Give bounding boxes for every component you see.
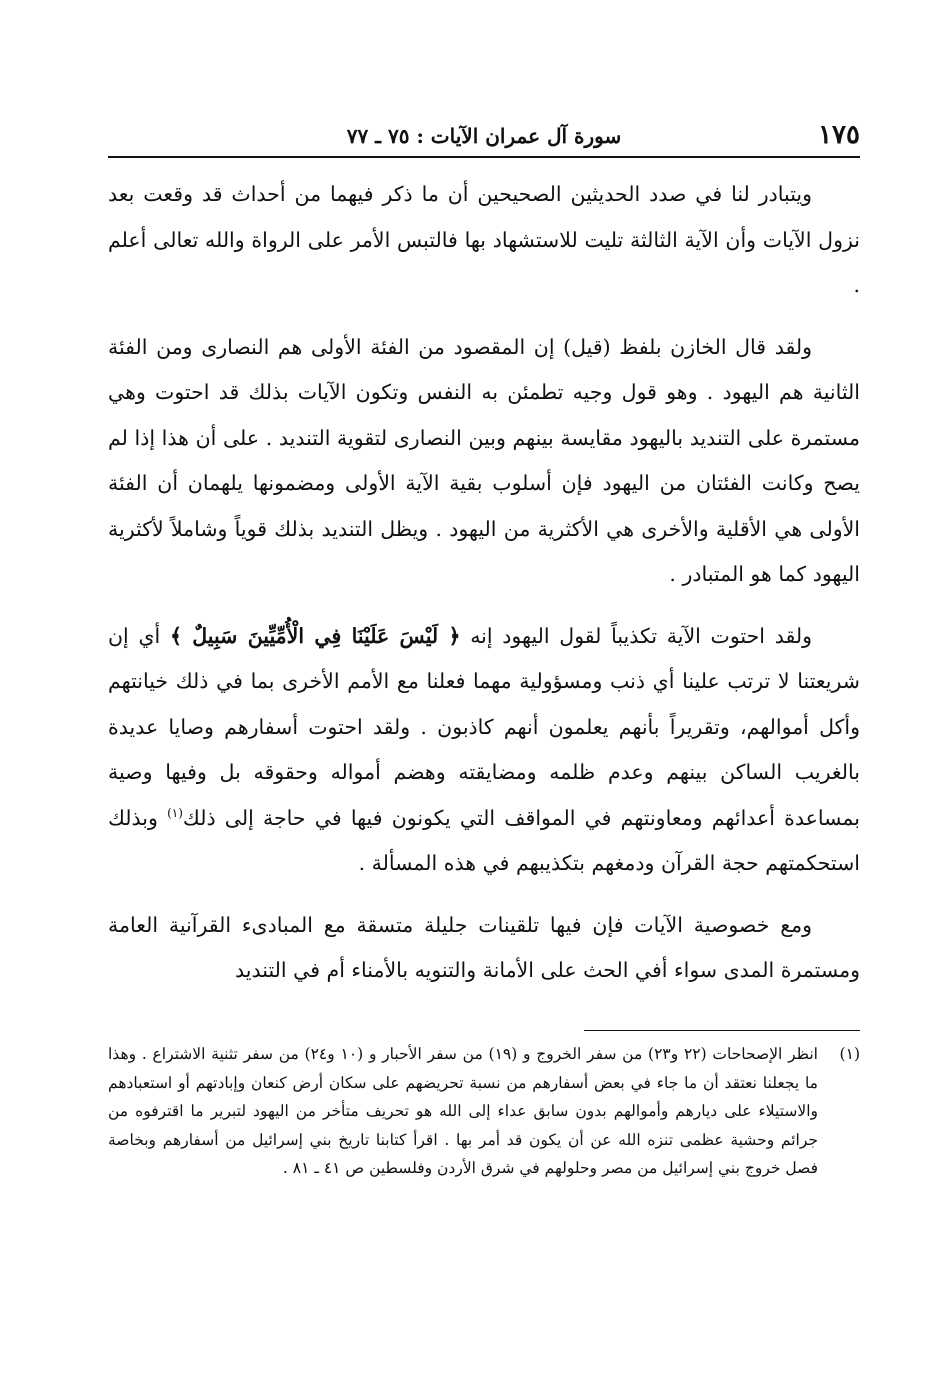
- paragraph: ويتبادر لنا في صدد الحديثين الصحيحين أن ما ذكر فيهما من أحداث قد وقعت بعد نزول الآيات وأن الآية الثالثة تليت للاستشهاد بها فالتبس الأمر على الرواة والله تعالى أعلم .: [108, 182, 860, 297]
- paragraph: ومع خصوصية الآيات فإن فيها تلقينات جليلة متسقة مع المبادىء القرآنية العامة ومستمرة المدى سواء أفي الحث على الأمانة والتنويه بالأمناء أم في التنديد: [108, 912, 860, 982]
- page-number: ١٧٥: [818, 120, 860, 150]
- paragraph-text: وبذلك استحكمتهم حجة القرآن ودمغهم بتكذيبهم في هذه المسألة .: [108, 805, 860, 875]
- quran-quotation: ﴿ لَيْسَ عَلَيْنَا فِي الْأُمِّيِّينَ سَبِيلٌ ﴾: [169, 623, 461, 648]
- footnote-reference: (١): [167, 805, 183, 820]
- paragraph-text: أي إن شريعتنا لا ترتب علينا أي ذنب ومسؤولية مهما فعلنا مع الأمم الأخرى بما في ذلك خيانتهم وأكل أموالهم، وتقريراً بأنهم يعلمون أنهم كاذبون . ولقد احتوت أسفارهم وصايا عديدة بالغريب الساكن بينهم وعدم ظلمه ومضايقته وهضم أمواله وحقوقه بل وفيها وصية بمساعدة أعدائهم ومعاونتهم في المواقف التي يكونون فيها في حاجة إلى ذلك: [108, 623, 860, 830]
- footnote-text: انظر الإصحاحات (٢٢ و٢٣) من سفر الخروج و (١٩) من سفر الأحبار و (١٠ و٢٤) من سفر تثنية الاشتراع . وهذا ما يجعلنا نعتقد أن ما جاء في بعض أسفارهم من نسبة تحريضهم على سكان أرض كنعان وإبادتهم أو استعبادهم والاستيلاء على ديارهم وأموالهم بدون سابق عداء إلى الله هو تحريف متأخر من اليهود لتبرير ما اقترفوه من جرائم وحشية عظمى تنزه الله عن أن يكون قد أمر بها . اقرأ كتابنا تاريخ بني إسرائيل من أسفارهم وبخاصة فصل خروج بني إسرائيل من مصر وحلولهم في شرق الأردن وفلسطين ص ٤١ ـ ٨١ .: [108, 1045, 818, 1177]
- footnote-divider: [584, 1030, 860, 1031]
- footnote-marker: (١): [839, 1045, 860, 1063]
- paragraph-text: ولقد احتوت الآية تكذيباً لقول اليهود إنه: [470, 623, 812, 648]
- paragraph: [108, 614, 860, 887]
- paragraph: ولقد قال الخازن بلفظ (قيل) إن المقصود من الفئة الأولى هم النصارى ومن الفئة الثانية هم اليهود . وهو قول وجيه تطمئن به النفس وتكون الآيات بذلك قد احتوت وهي مستمرة على التنديد باليهود مقايسة بينهم وبين النصارى لتقوية التنديد . على أن هذا إذا لم يصح وكانت الفئتان من اليهود فإن أسلوب بقية الآية الأولى ومضمونها يلهمان أن الفئة الأولى هي الأقلية والأخرى هي الأكثرية من اليهود . ويظل التنديد بذلك قوياً وشاملاً لأكثرية اليهود كما هو المتبادر .: [108, 334, 861, 586]
- running-title: سورة آل عمران الآيات : ٧٥ ـ ٧٧: [346, 124, 622, 148]
- page-header: [108, 110, 860, 158]
- footnote: [108, 1040, 860, 1183]
- footnotes: [108, 1040, 860, 1183]
- main-text: [108, 172, 860, 1010]
